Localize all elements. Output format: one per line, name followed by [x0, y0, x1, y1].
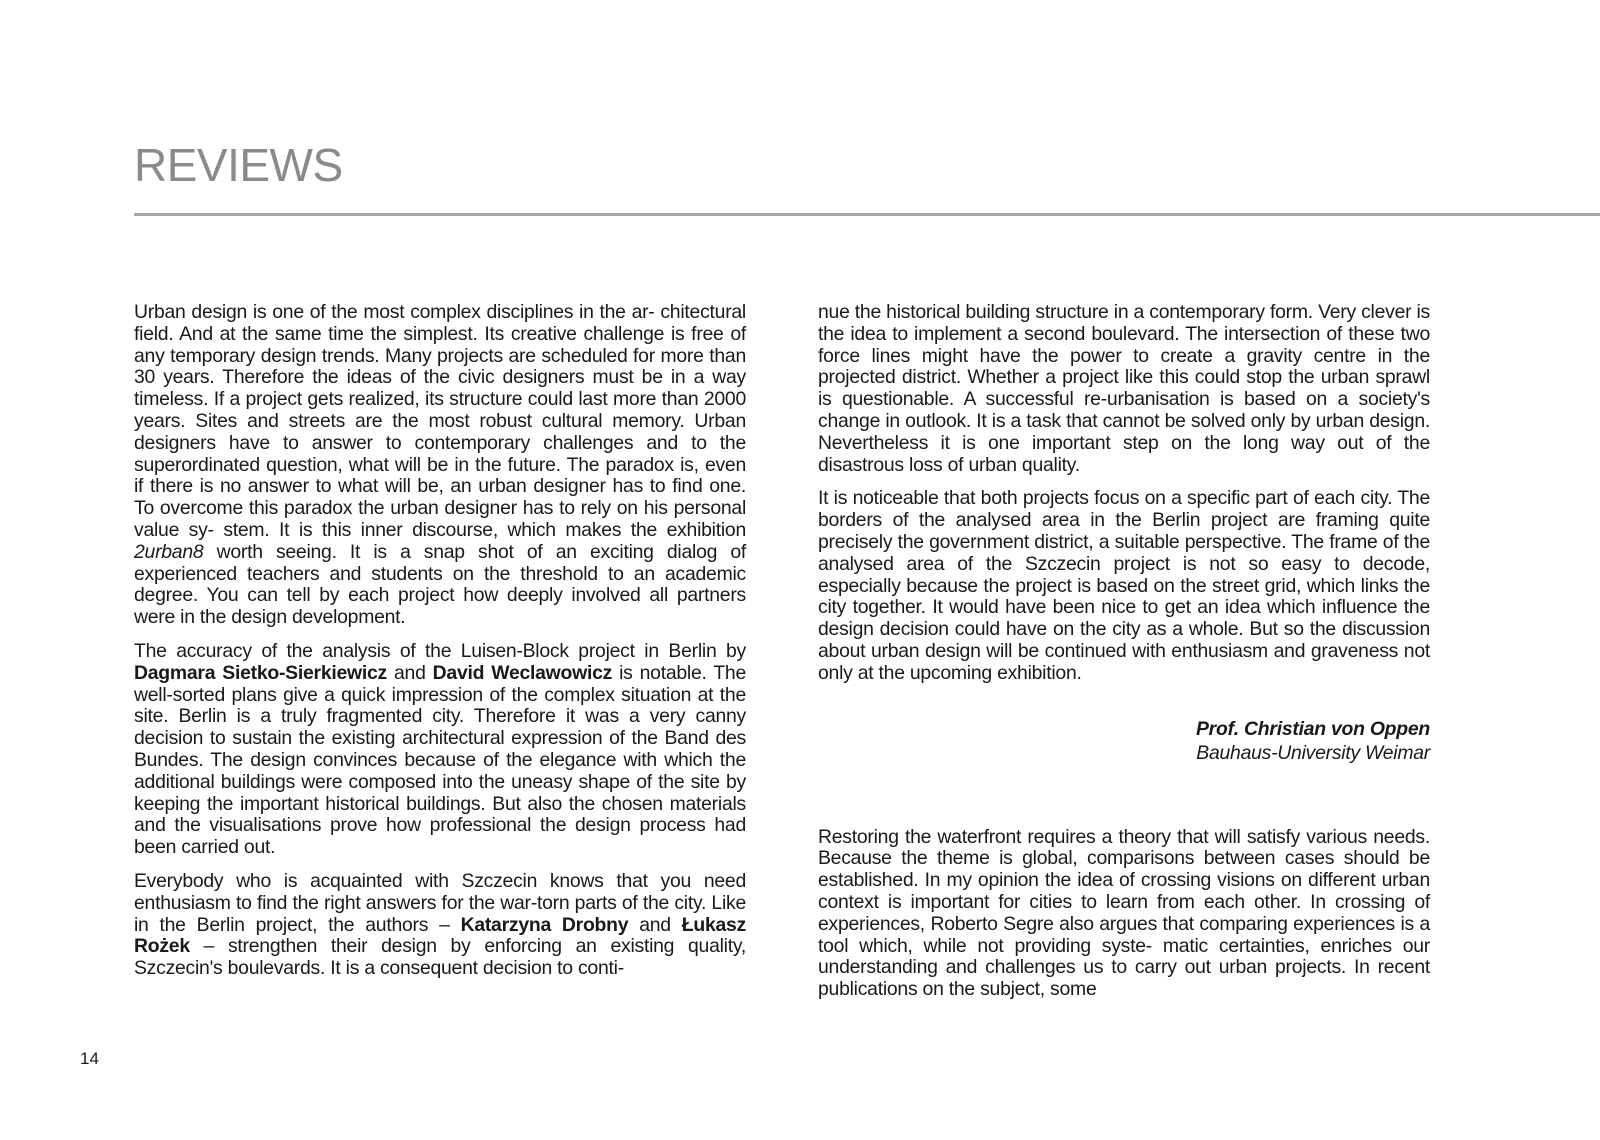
berlin-text-end: is notable. The well-sorted plans give a quick impression of the complex situation at the site. Berlin is a truly fragmented city. Therefore it was a very canny decision to sustain the existing architectural expression of the Band des Bundes. The design convinces because of the elegance with which the additional buildings were composed into the uneasy shape of the site by keeping the important historical buildings. But also the chosen materials and the visualisations prove how professional the design process had been carried out. [134, 661, 746, 859]
intro-text: Urban design is one of the most complex disciplines in the ar- chitectural field. And at the same time the simplest. Its creative challenge is free of any temporary design trends. Many projects are scheduled for more than 30 years. Therefore the ideas of the civic designers must be in a way timeless. If a project gets realized, its structure could last more than 2000 years. Sites and streets are the most robust cultural memory. Urban designers have to answer to contemporary challenges and to the superordinated question, what will be in the future. The paradox is, even if there is no answer to what will be, an urban designer has to find one. To overcome this paradox the urban designer has to rely on his personal value sy- stem. It is this inner discourse, which makes the exhibition [134, 301, 746, 541]
szczecin-text-start: Everybody who is acquainted with Szczecin knows that you need enthusiasm to find the right answers for the war-torn parts of the city. Like in the Berlin project, the authors – [134, 869, 746, 936]
conjunction-text: and [386, 661, 433, 684]
review-signature [818, 717, 1430, 765]
reviewer-name: Prof. Christian von Oppen [1196, 717, 1430, 740]
review-paragraph-comparison: It is noticeable that both projects focus on a specific part of each city. The borders of the analysed area in the Berlin project are framing quite precisely the government district, a suitable perspective. The frame of the analysed area of the Szczecin project is not so easy to decode, especially because the project is based on the street grid, which links the city together. It would have been nice to get an idea which influence the design decision could have on the city as a whole. But so the discussion about urban design will be continued with enthusiasm and graveness not only at the upcoming exhibition. [818, 487, 1430, 684]
page-title: REVIEWS [134, 139, 343, 191]
exhibition-title: 2urban8 [134, 540, 204, 563]
author-name: Katarzyna Drobny [460, 913, 629, 936]
author-name: Dagmara Sietko-Sierkiewicz [134, 661, 387, 684]
right-column [818, 302, 1430, 1001]
intro-text-end: worth seeing. It is a snap shot of an exciting dialog of experienced teachers and students on the threshold to an academic degree. You can tell by each project how deeply involved all partners were in the design development. [134, 540, 746, 629]
author-name: David Weclawowicz [432, 661, 613, 684]
title-divider [134, 213, 1600, 216]
review-paragraph-berlin [134, 641, 746, 859]
page-number: 14 [80, 1049, 99, 1068]
conjunction-text: and [628, 913, 682, 936]
reviewer-affiliation: Bauhaus-University Weimar [1196, 741, 1430, 764]
left-column [134, 302, 746, 980]
szczecin-text-end: – strengthen their design by enforcing an existing quality, Szczecin's boulevards. It is a consequent decision to conti- [134, 935, 746, 980]
review-paragraph-waterfront: Restoring the waterfront requires a theory that will satisfy various needs. Because the theme is global, comparisons between cases should be established. In my opinion the idea of crossing visions on different urban context is important for cities to learn from each other. In crossing of experiences, Roberto Segre also argues that comparing experiences is a tool which, while not providing syste- matic certainties, enriches our understanding and challenges us to carry out urban projects. In recent publications on the subject, some [818, 825, 1430, 1001]
berlin-text-start: The accuracy of the analysis of the Luisen-Block project in Berlin by [134, 639, 746, 662]
author-name: Łukasz Rożek [134, 913, 746, 958]
review-paragraph-intro [134, 302, 746, 629]
review-paragraph-szczecin [134, 871, 746, 980]
review-paragraph-continued: nue the historical building structure in a contemporary form. Very clever is the idea to implement a second boulevard. The intersection of these two force lines might have the power to create a gravity centre in the projected district. Whether a project like this could stop the urban sprawl is questionable. A successful re-urbanisation is based on a society's change in outlook. It is a task that cannot be solved only by urban design. Nevertheless it is one important step on the long way out of the disastrous loss of urban quality. [818, 301, 1430, 476]
